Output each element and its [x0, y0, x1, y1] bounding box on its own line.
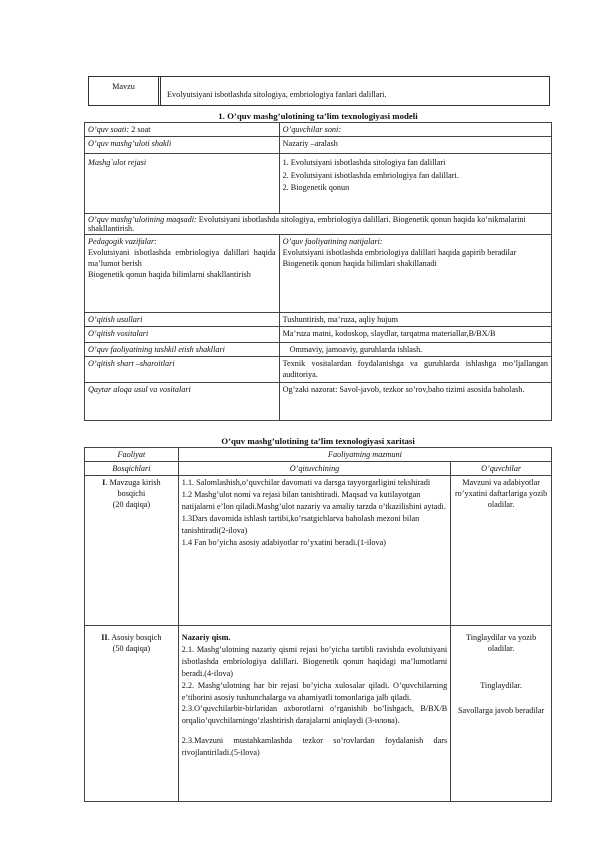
feedback-value: Og’zaki nazorat: Savol-javob, tezkor so’rov,baho tizimi asosida baholash.: [279, 383, 551, 421]
teacher-cell: [178, 626, 450, 802]
topic-text: Evolyutsiyani isbotlashda sitologiya, embriologiya fanlari dalillari.: [167, 90, 387, 99]
result-label: O’quv faoliyatining natijalari:: [282, 237, 383, 247]
goal-label: O’quv mashg’ulotining maqsadi:: [88, 215, 197, 225]
stage-number: I: [102, 478, 106, 488]
methods-value: Tushuntirish, ma’ruza, aqliy hujum: [279, 313, 551, 327]
goal-cell: [85, 214, 552, 235]
teacher-step: 2.2. Mashg’ulotning har bir rejasi bo’yicha xulosalar qiladi. O’quvchilarning e’tiborini asosiy tushunchalarga va ahamiyatli tomonlariga jalb qiladi.: [181, 680, 448, 702]
stage-number: II: [101, 633, 108, 643]
table-row: [85, 626, 552, 802]
stage-duration: (50 daqiqa): [112, 644, 151, 654]
result-line: Biogenetik qonun haqida bilimlari shakillanadi: [282, 259, 437, 269]
org-value: Ommaviy, jamoaviy, guruhlarda ishlash.: [279, 343, 551, 357]
student-cell: Mavzuni va adabiyotlar ro’yxatini daftarlariga yozib oladilar.: [451, 476, 552, 626]
goal-text: Evolutsiyani isbotlashda sitologiya, embriologiya dalillari. Biogenetik qonun haqida ko’nikmalarini shakllantirish.: [88, 215, 526, 234]
plan-item: 2. Biogenetik qonun: [282, 183, 350, 193]
ped-line: Biogenetik qonun haqida bilimlarni shakllantirish: [88, 270, 251, 280]
means-label: O’qitish vositalari: [85, 327, 280, 343]
student-line: Tinglaydilar.: [480, 681, 522, 691]
ped-label: Pedagogik vazifalar:: [88, 237, 157, 247]
teacher-section-head: Nazariy qism.: [181, 633, 231, 643]
feedback-label: Qaytar aloqa usul va vositalari: [85, 383, 280, 421]
stage-name: . Asosiy bosqich: [107, 633, 162, 643]
student-line: Tinglaydilar va yozib oladilar.: [465, 633, 537, 654]
model-title: 1. O’quv mashg’ulotining ta’lim texnologiyasi modeli: [218, 111, 418, 121]
plan-list: [279, 154, 551, 214]
map-title: O’quv mashg’ulotining ta’lim texnologiyasi xaritasi: [221, 436, 415, 446]
model-table: [84, 122, 552, 421]
cond-value: Texnik vositalardan foydalanishga va guruhlarda ishlashga mo’ljallangan auditoriya.: [279, 357, 551, 383]
form-value: Nazariy –aralash: [279, 137, 551, 154]
table-row: [85, 476, 552, 626]
header-stage-sub: Bosqichlari: [85, 462, 179, 476]
header-teacher: O’qituvchining: [178, 462, 450, 476]
ped-cell: [85, 235, 280, 313]
teacher-step: 2.3.Mavzuni mustahkamlashda tezkor so’rovlardan foydalanish dars rivojlantiriladi.(5-ilova): [181, 736, 448, 758]
ped-line: Evolutsiyani isbotlashda embriologiya dalillari haqida ma’lumot berish: [88, 248, 276, 269]
teacher-step: 1.3Dars davomida ishlash tartibi,ko’rsatgichlarva baholash mezoni bilan tanishtiradi(2-ilova): [181, 513, 420, 535]
stage-name: . Mavzuga kirish bosqichi: [105, 478, 161, 499]
teacher-step: 1.4 Fan bo’yicha asosiy adabiyotlar ro’yxatini beradi.(1-ilova): [181, 537, 386, 547]
stage-duration: (20 daqiqa): [112, 500, 151, 510]
student-line: Savollarga javob beradilar: [457, 706, 545, 716]
topic-box: [88, 76, 550, 106]
teacher-step: 2.1. Mashg’ulotning nazariy qismi rejasi bo’yicha tartibli ravishda evolutsiyani isbotlashda embriologiya dalillari. Biogenetik qonun haqidagi ma’lumotlarni beradi.(4-ilova): [181, 645, 448, 678]
teacher-cell: [178, 476, 450, 626]
time-value: 2 soat: [131, 125, 151, 134]
time-label: O’quv soati:: [88, 125, 130, 134]
header-student: O’quvchilar: [451, 462, 552, 476]
stage-cell: [85, 626, 179, 802]
topic-label: Mavzu: [89, 77, 161, 105]
time-cell: [85, 123, 280, 137]
teacher-step: 2.3.O’quvchilarbir-birlaridan axborotlarni o’rganishib bo’lishgach, B/BX/B orqalio’quvchilarningo’zlashtirish darajalarni aniqlaydi (3-илова).: [181, 704, 448, 726]
stage-cell: [85, 476, 179, 626]
org-label: O’quv faoliyatining tashkil etish shakllari: [85, 343, 280, 357]
header-content: Faoliyatning mazmuni: [178, 448, 551, 462]
plan-item: 2. Evolutsiyani isbotlashda embriologiya fan dalillari.: [282, 170, 459, 180]
header-stage: Faoliyat: [85, 448, 179, 462]
result-cell: [279, 235, 551, 313]
map-table: [84, 447, 552, 802]
plan-label: Mashg`ulot rejasi: [85, 154, 280, 214]
plan-item: 1. Evolutsiyani isbotlashda sitologiya fan dalillari: [282, 158, 446, 168]
teacher-step: 1.1. Salomlashish,o’quvchilar davomati va darsga tayyorgarligini tekshiradi: [181, 478, 431, 488]
form-label: O’quv mashg’uloti shakli: [85, 137, 280, 154]
methods-label: O’qitish usullari: [85, 313, 280, 327]
means-value: Ma’ruza matni, kodoskop, slaydlar, tarqatma materiallar,B/BX/B: [279, 327, 551, 343]
students-label: O’quvchilar soni:: [279, 123, 551, 137]
student-cell: [451, 626, 552, 802]
result-line: Evolutsiyani isbotlashda embriologiya dalillari haqida gapirib beradilar: [282, 248, 517, 258]
teacher-step: 1.2 Mashg’ulot nomi va rejasi bilan tanishtiradi. Maqsad va kutilayotgan natijalarni e’lon qiladi.Mashg’ulot nazariy va amaliy tarzda o’tkazilishini aytadi.: [181, 490, 446, 511]
cond-label: O’qitish shart –sharoitlari: [85, 357, 280, 383]
